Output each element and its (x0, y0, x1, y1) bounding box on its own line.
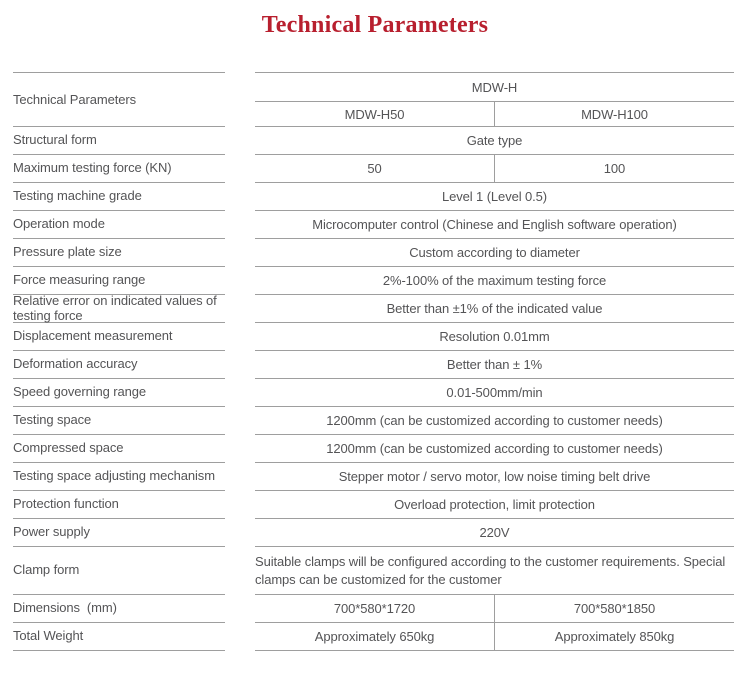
param-value: Suitable clamps will be configured according to the customer requirements. Special clamps can be customized for the customer (255, 547, 734, 595)
param-value: 220V (255, 519, 734, 547)
table-row (13, 407, 734, 435)
header-models-block (255, 72, 734, 127)
table-row (13, 292, 734, 323)
param-values (255, 623, 734, 651)
param-value: Custom according to diameter (255, 239, 734, 267)
table-row (13, 323, 734, 351)
table-row (13, 595, 734, 623)
param-label: Clamp form (13, 547, 225, 595)
param-value-mdw-h50: 700*580*1720 (255, 595, 495, 622)
param-label: Force measuring range (13, 267, 225, 295)
param-label: Relative error on indicated values of testing force (13, 295, 225, 323)
table-row (13, 183, 734, 211)
param-label: Testing space adjusting mechanism (13, 463, 225, 491)
table-row (13, 547, 734, 595)
table-row (13, 155, 734, 183)
param-value-mdw-h100: 100 (603, 161, 626, 176)
param-value: 2%-100% of the maximum testing force (255, 267, 734, 295)
param-label: Power supply (13, 519, 225, 547)
param-value: Better than ±1% of the indicated value (255, 295, 734, 323)
param-value-mdw-h100: Approximately 850kg (554, 629, 675, 644)
header-series: MDW-H (255, 72, 734, 102)
table-row (13, 127, 734, 155)
param-values (255, 155, 734, 183)
param-label: Pressure plate size (13, 239, 225, 267)
table-row (13, 623, 734, 651)
param-label: Total Weight (13, 623, 225, 651)
param-value: Overload protection, limit protection (255, 491, 734, 519)
param-value: Microcomputer control (Chinese and English software operation) (255, 211, 734, 239)
page-title: Technical Parameters (261, 12, 489, 38)
param-value: 1200mm (can be customized according to customer needs) (255, 407, 734, 435)
param-value: 0.01-500mm/min (255, 379, 734, 407)
table-row (13, 491, 734, 519)
param-label: Operation mode (13, 211, 225, 239)
table-row (13, 239, 734, 267)
param-label: Displacement measurement (13, 323, 225, 351)
param-label: Maximum testing force (KN) (13, 155, 225, 183)
param-value-mdw-h50: Approximately 650kg (255, 623, 495, 650)
param-values (255, 595, 734, 623)
table-row (13, 351, 734, 379)
param-label: Compressed space (13, 435, 225, 463)
header-model-mdw-h50: MDW-H50 (255, 102, 495, 126)
param-label: Speed governing range (13, 379, 225, 407)
param-label: Structural form (13, 127, 225, 155)
param-label: Protection function (13, 491, 225, 519)
table-row (13, 379, 734, 407)
header-model-mdw-h100: MDW-H100 (581, 106, 648, 122)
header-label: Technical Parameters (13, 72, 225, 127)
header-models-row (255, 102, 734, 127)
param-value: Stepper motor / servo motor, low noise timing belt drive (255, 463, 734, 491)
param-value: Level 1 (Level 0.5) (255, 183, 734, 211)
table-header-row (13, 72, 734, 127)
param-value: Gate type (255, 127, 734, 155)
param-label: Testing space (13, 407, 225, 435)
param-label: Dimensions (mm) (13, 595, 225, 623)
table-row (13, 211, 734, 239)
table-row (13, 519, 734, 547)
table-row (13, 267, 734, 295)
param-value-mdw-h50: 50 (255, 155, 495, 182)
table-row (13, 463, 734, 491)
param-label: Testing machine grade (13, 183, 225, 211)
table-row (13, 435, 734, 463)
param-value: Better than ± 1% (255, 351, 734, 379)
spec-table (13, 72, 734, 651)
param-label: Deformation accuracy (13, 351, 225, 379)
param-value-mdw-h100: 700*580*1850 (573, 601, 656, 616)
param-value: Resolution 0.01mm (255, 323, 734, 351)
param-value: 1200mm (can be customized according to customer needs) (255, 435, 734, 463)
